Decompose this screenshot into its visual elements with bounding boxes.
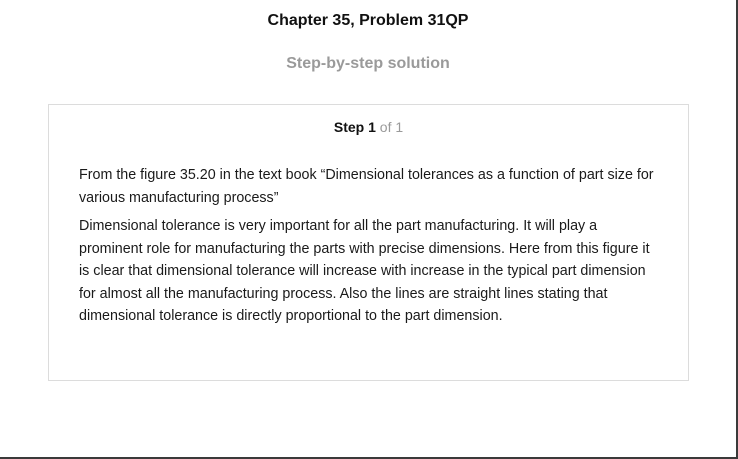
solution-heading: Step-by-step solution <box>286 55 450 72</box>
step-number: 1 <box>368 119 376 135</box>
chapter-title: Chapter 35, Problem 31QP <box>267 12 469 29</box>
step-label <box>334 119 376 135</box>
step-paragraph-reference: From the figure 35.20 in the text book “Dimensional tolerances as a function of part size for various manufacturing process” <box>79 167 654 206</box>
step-word: Step <box>333 119 365 135</box>
step-paragraph-explanation: Dimensional tolerance is very important for all the part manufacturing. It will play a prominent role for manufacturing the parts with precise dimensions. Here from this figure it is clear that dimensional tolerance will increase with increase in the typical part dimension for almost all the manufacturing process. Also the lines are straight lines stating that dimensional tolerance is directly proportional to the part dimension. <box>79 218 650 324</box>
step-card <box>48 104 689 381</box>
step-count: of 1 <box>379 119 404 135</box>
step-indicator <box>49 119 688 135</box>
step-body <box>79 164 659 334</box>
